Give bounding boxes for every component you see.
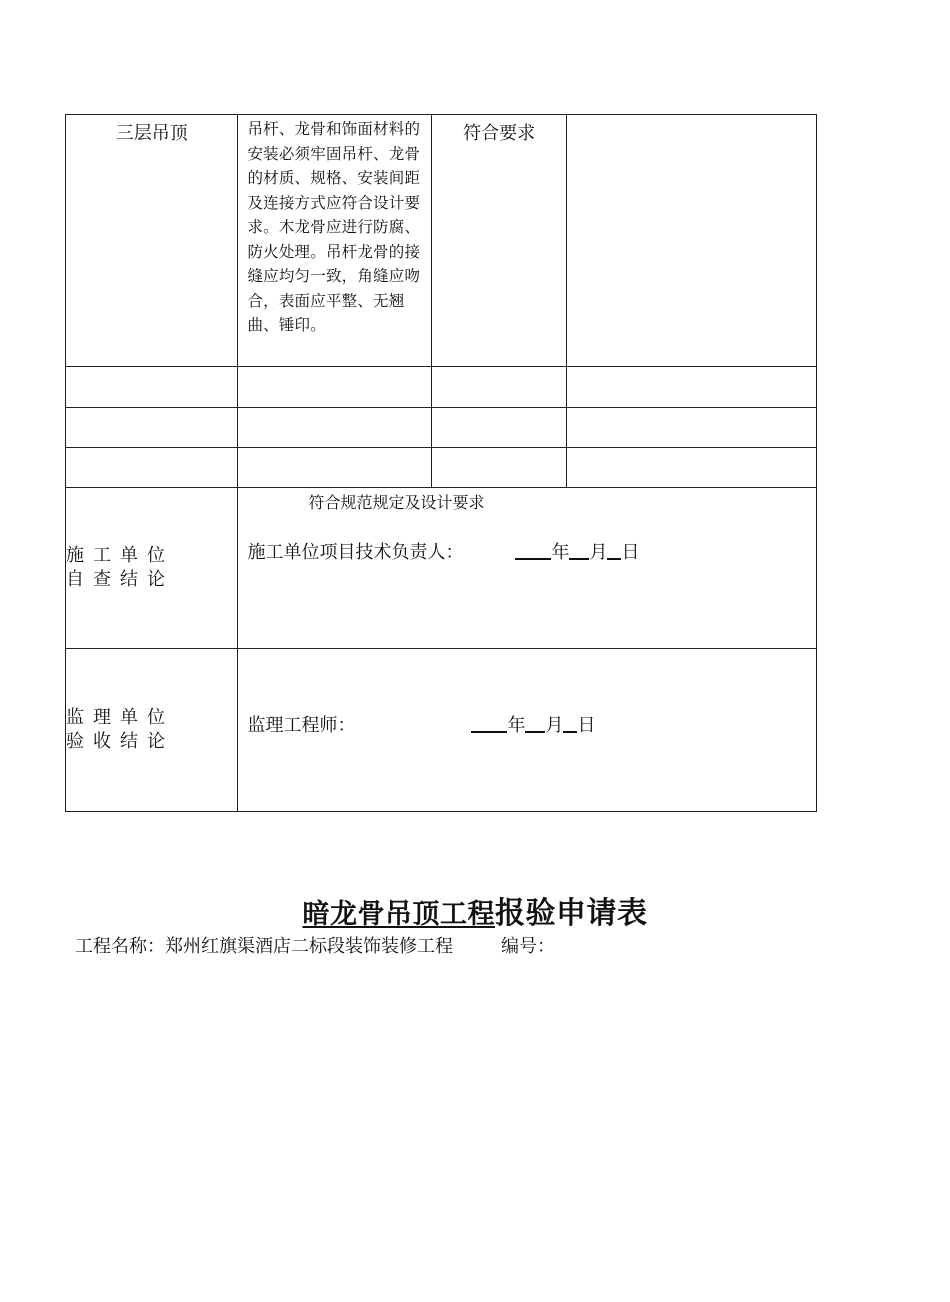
contractor-label-line2: 自查结论 bbox=[66, 569, 174, 591]
month-blank[interactable] bbox=[525, 713, 545, 733]
inspection-result: 符合要求 bbox=[463, 123, 536, 144]
table-row bbox=[66, 115, 817, 367]
table-row bbox=[66, 407, 817, 447]
table-row bbox=[66, 367, 817, 407]
contractor-label-line1: 施工单位 bbox=[66, 545, 174, 567]
empty-cell bbox=[431, 367, 566, 407]
supervisor-conclusion-cell bbox=[238, 649, 817, 812]
item-name-cell bbox=[66, 115, 238, 367]
empty-cell bbox=[66, 447, 238, 487]
table-row bbox=[66, 447, 817, 487]
contractor-signature-line bbox=[247, 538, 639, 564]
form-title bbox=[0, 888, 950, 932]
empty-cell bbox=[66, 367, 238, 407]
supervisor-conclusion-row bbox=[66, 649, 817, 812]
contractor-note: 符合规范规定及设计要求 bbox=[308, 493, 485, 513]
day-label: 日 bbox=[621, 542, 640, 564]
month-blank[interactable] bbox=[569, 540, 589, 560]
empty-cell bbox=[567, 367, 817, 407]
form-title-part1: 暗龙骨吊顶工程 bbox=[302, 899, 495, 930]
year-blank[interactable] bbox=[515, 540, 551, 560]
day-blank[interactable] bbox=[563, 713, 577, 733]
supervisor-label-line2: 验收结论 bbox=[66, 731, 174, 752]
form-title-part2: 报验申请表 bbox=[495, 896, 648, 931]
requirement-cell bbox=[238, 115, 432, 367]
inspection-table bbox=[65, 114, 817, 812]
contractor-label bbox=[66, 488, 238, 649]
document-number-label: 编号： bbox=[501, 936, 555, 957]
project-name: 工程名称：郑州红旗渠酒店二标段装饰装修工程 bbox=[75, 936, 453, 957]
empty-cell bbox=[567, 407, 817, 447]
supervisor-label-line1: 监理单位 bbox=[66, 707, 174, 728]
year-label: 年 bbox=[551, 542, 570, 564]
year-label: 年 bbox=[507, 715, 526, 737]
empty-cell bbox=[238, 367, 432, 407]
supervisor-signer-label: 监理工程师： bbox=[247, 715, 356, 737]
empty-cell bbox=[431, 447, 566, 487]
contractor-signer-label: 施工单位项目技术负责人： bbox=[247, 542, 464, 564]
empty-cell bbox=[238, 447, 432, 487]
item-name: 三层吊顶 bbox=[115, 123, 188, 144]
empty-cell bbox=[238, 407, 432, 447]
empty-cell bbox=[431, 407, 566, 447]
supervisor-label bbox=[66, 649, 238, 812]
empty-cell bbox=[567, 447, 817, 487]
requirement-text: 吊杆、龙骨和饰面材料的安装必须牢固吊杆、龙骨的材质、规格、安装间距及连接方式应符合设计要求。木龙骨应进行防腐、防火处理。吊杆龙骨的接缝应均匀一致，角缝应吻合，表面应平整、无翘曲、锤印。 bbox=[247, 120, 421, 334]
remark-cell bbox=[567, 115, 817, 367]
day-label: 日 bbox=[577, 715, 596, 737]
year-blank[interactable] bbox=[471, 713, 507, 733]
contractor-conclusion-cell bbox=[238, 488, 817, 649]
supervisor-signature-line bbox=[247, 711, 595, 737]
month-label: 月 bbox=[545, 715, 564, 737]
contractor-conclusion-row bbox=[66, 488, 817, 649]
month-label: 月 bbox=[589, 542, 608, 564]
project-info bbox=[75, 932, 555, 958]
day-blank[interactable] bbox=[607, 540, 621, 560]
result-cell bbox=[431, 115, 566, 367]
empty-cell bbox=[66, 407, 238, 447]
